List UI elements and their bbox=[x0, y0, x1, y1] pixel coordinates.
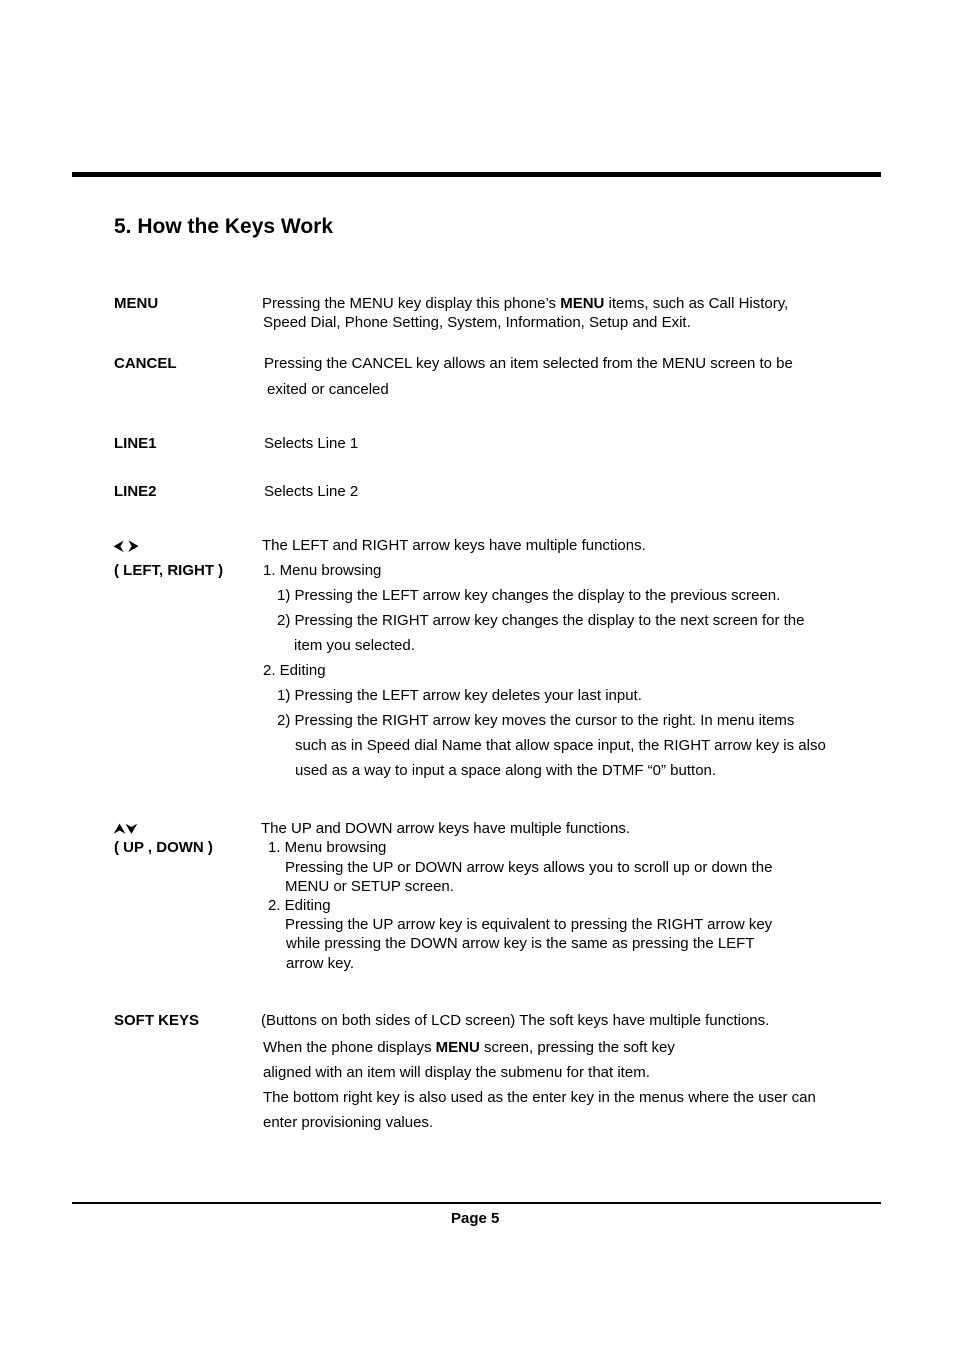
soft-keys-desc-line1: (Buttons on both sides of LCD screen) The soft keys have multiple functions. bbox=[261, 1012, 770, 1029]
up-down-arrow-icon: ⮝⮟ bbox=[114, 821, 139, 836]
line2-key-label: LINE2 bbox=[114, 483, 157, 500]
left-right-desc-line: 1) Pressing the LEFT arrow key changes the display to the previous screen. bbox=[277, 587, 781, 604]
cancel-key-desc-line2: exited or canceled bbox=[267, 381, 389, 398]
up-down-desc-line: arrow key. bbox=[286, 955, 355, 972]
left-right-desc-line: 1. Menu browsing bbox=[263, 562, 382, 579]
section-heading: 5. How the Keys Work bbox=[114, 215, 334, 238]
soft-keys-desc-line4: The bottom right key is also used as the enter key in the menus where the user can bbox=[263, 1089, 816, 1106]
up-down-desc-line: Pressing the UP arrow key is equivalent to pressing the RIGHT arrow key bbox=[285, 916, 773, 933]
menu-key-label: MENU bbox=[114, 295, 159, 312]
soft-keys-label: SOFT KEYS bbox=[114, 1012, 200, 1029]
up-down-desc-line: MENU or SETUP screen. bbox=[285, 878, 454, 895]
menu-key-desc-line2: Speed Dial, Phone Setting, System, Information, Setup and Exit. bbox=[263, 314, 691, 331]
left-right-desc-line: 2. Editing bbox=[263, 662, 326, 679]
left-right-desc-line: such as in Speed dial Name that allow space input, the RIGHT arrow key is also bbox=[295, 737, 826, 754]
left-right-desc-line: 2) Pressing the RIGHT arrow key moves the cursor to the right. In menu items bbox=[277, 712, 795, 729]
line1-key-label: LINE1 bbox=[114, 435, 157, 452]
header-rule bbox=[72, 172, 881, 177]
page-number: Page 5 bbox=[451, 1210, 500, 1227]
left-right-desc-line: used as a way to input a space along with the DTMF “0” button. bbox=[295, 762, 717, 779]
soft-keys-desc-line2: When the phone displays MENU screen, pressing the soft key bbox=[263, 1039, 675, 1056]
left-right-desc-line: 1) Pressing the LEFT arrow key deletes your last input. bbox=[277, 687, 642, 704]
up-down-desc-line: 2. Editing bbox=[268, 897, 331, 914]
cancel-key-desc-line1: Pressing the CANCEL key allows an item selected from the MENU screen to be bbox=[264, 355, 793, 372]
left-right-desc-line: item you selected. bbox=[294, 637, 415, 654]
up-down-key-label: ( UP , DOWN ) bbox=[114, 839, 213, 856]
soft-keys-desc-line3: aligned with an item will display the submenu for that item. bbox=[263, 1064, 650, 1081]
line1-key-desc: Selects Line 1 bbox=[264, 435, 359, 452]
up-down-desc-line: while pressing the DOWN arrow key is the same as pressing the LEFT bbox=[286, 935, 755, 952]
left-right-arrow-icon: ⮜ ⮞ bbox=[114, 538, 140, 553]
left-right-key-label: ( LEFT, RIGHT ) bbox=[114, 562, 224, 579]
up-down-desc-line: Pressing the UP or DOWN arrow keys allows you to scroll up or down the bbox=[285, 859, 773, 876]
left-right-desc-line: The LEFT and RIGHT arrow keys have multiple functions. bbox=[262, 537, 646, 554]
line2-key-desc: Selects Line 2 bbox=[264, 483, 359, 500]
cancel-key-label: CANCEL bbox=[114, 355, 177, 372]
footer-rule bbox=[72, 1202, 881, 1204]
soft-keys-desc-line5: enter provisioning values. bbox=[263, 1114, 434, 1131]
up-down-desc-line: The UP and DOWN arrow keys have multiple functions. bbox=[261, 820, 631, 837]
left-right-desc-line: 2) Pressing the RIGHT arrow key changes the display to the next screen for the bbox=[277, 612, 805, 629]
up-down-desc-line: 1. Menu browsing bbox=[268, 839, 387, 856]
menu-key-desc-line1: Pressing the MENU key display this phone’s MENU items, such as Call History, bbox=[262, 295, 789, 312]
